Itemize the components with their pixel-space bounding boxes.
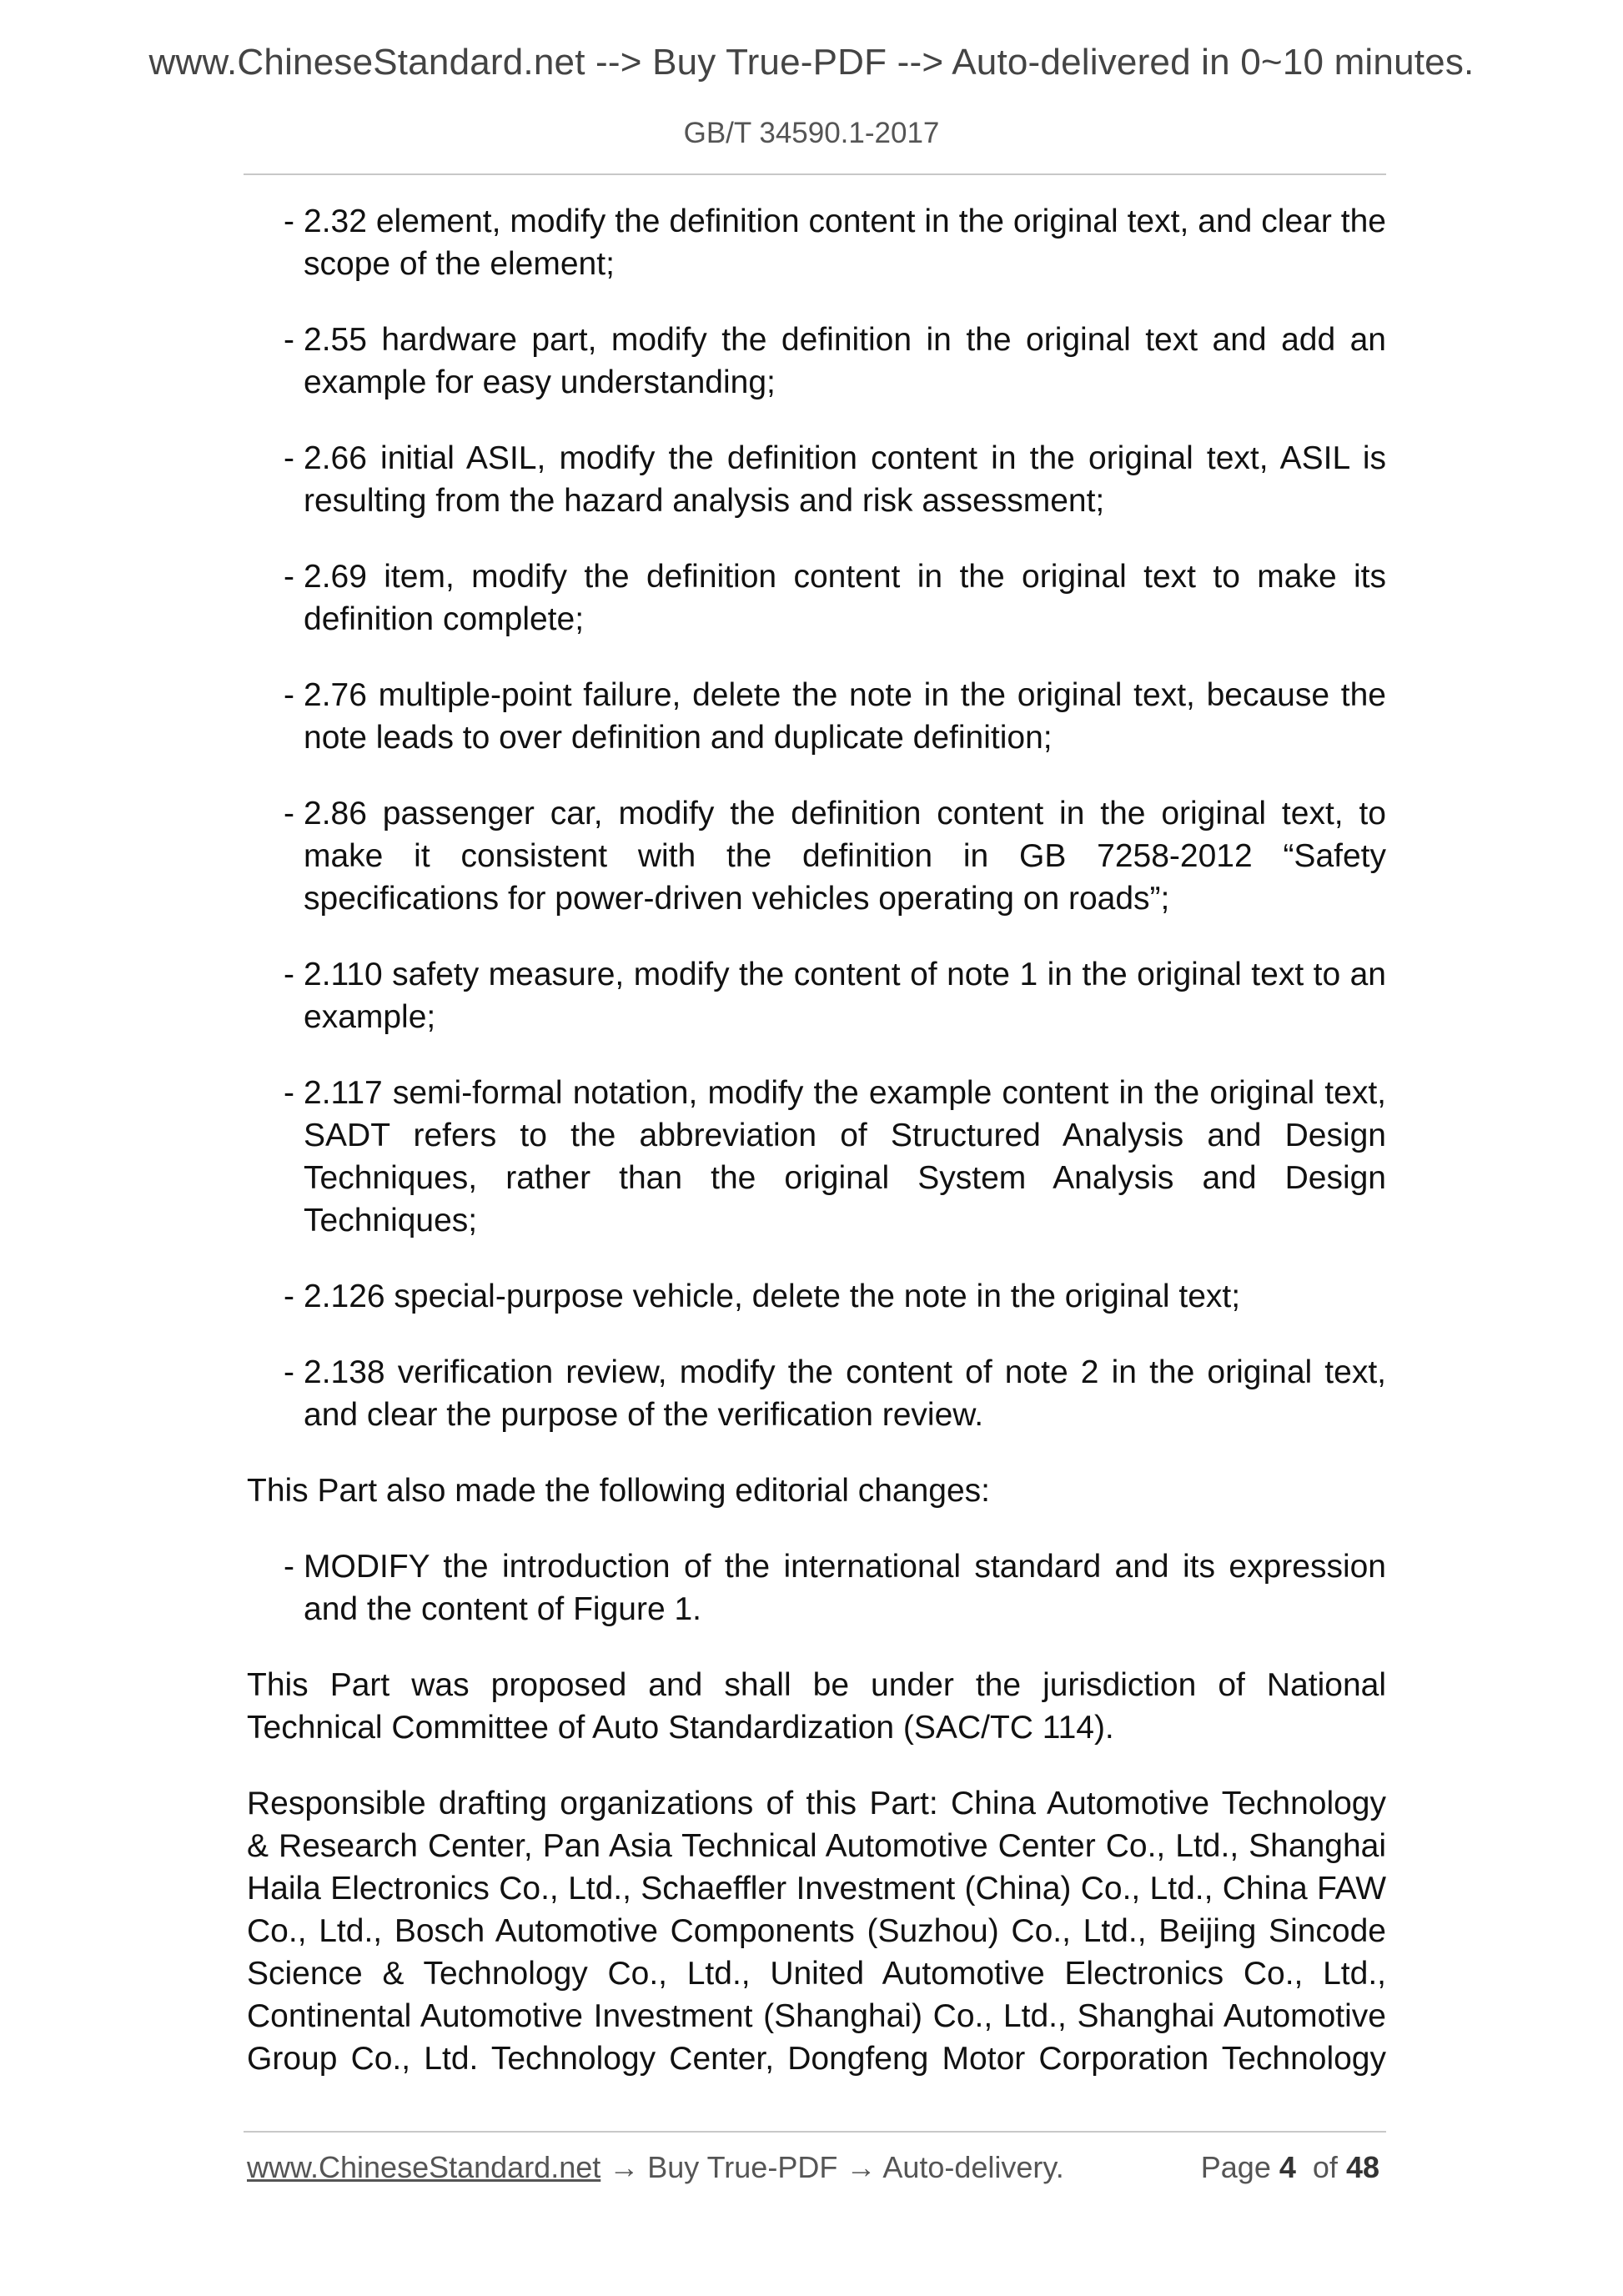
editorial-item (247, 1545, 1386, 1630)
footer-left (247, 2150, 1064, 2185)
change-item-text: 2.126 special-purpose vehicle, delete the note in the original text; (304, 1279, 1241, 1314)
editorial-item-text: MODIFY the introduction of the international standard and its expression and the content of Figure 1. (304, 1549, 1386, 1627)
change-item-text: 2.138 verification review, modify the content of note 2 in the original text, and clear the purpose of the verification review. (304, 1354, 1386, 1433)
change-item (247, 1072, 1386, 1242)
page-current: 4 (1279, 2150, 1296, 2184)
drafting-organizations-paragraph: Responsible drafting organizations of this Part: China Automotive Technology & Research Center, Pan Asia Technical Automotive Center Co., Ltd., Shanghai Haila Electronics Co., Ltd., Schaeffler Investment (China) Co., Ltd., China FAW Co., Ltd., Bosch Automotive Components (Suzhou) Co., Ltd., Beijing Sincode Science & Technology Co., Ltd., United Automotive Electronics Co., Ltd., Continental Automotive Investment (Shanghai) Co., Ltd., Shanghai Automotive Group Co., Ltd. Technology Center, Dongfeng Motor Corporation Technology (247, 1786, 1386, 2077)
change-item (247, 319, 1386, 404)
page-number (1201, 2150, 1379, 2185)
document-body (247, 200, 1386, 2113)
change-list (247, 200, 1386, 1436)
change-item-text: 2.117 semi-formal notation, modify the example content in the original text, SADT refers to the abbreviation of Structured Analysis and Design Techniques, rather than the original System Analysis and Design Techniques; (304, 1075, 1386, 1238)
document-code: GB/T 34590.1-2017 (683, 117, 940, 149)
proposal-paragraph: This Part was proposed and shall be under the jurisdiction of National Technical Committee of Auto Standardization (SAC/TC 114). (247, 1667, 1386, 1746)
change-item-text: 2.66 initial ASIL, modify the definition content in the original text, ASIL is resulting from the hazard analysis and risk assessment; (304, 440, 1386, 519)
dash-marker: - (284, 440, 294, 476)
change-item-text: 2.86 passenger car, modify the definition content in the original text, to make it consistent with the definition in GB 7258-2012 “Safety specifications for power-driven vehicles operating on roads”; (304, 796, 1386, 917)
change-item (247, 792, 1386, 920)
dash-marker: - (284, 322, 294, 358)
dash-marker: - (284, 1354, 294, 1390)
editorial-list (247, 1545, 1386, 1630)
change-item (247, 555, 1386, 641)
footer-site-link[interactable]: www.ChineseStandard.net (247, 2150, 601, 2184)
dash-marker: - (284, 677, 294, 713)
dash-marker: - (284, 559, 294, 595)
dash-marker: - (284, 203, 294, 239)
footer-tagline: → Buy True-PDF → Auto-delivery. (600, 2150, 1064, 2184)
dash-marker: - (284, 796, 294, 831)
change-item-text: 2.55 hardware part, modify the definition in the original text and add an example for easy understanding; (304, 322, 1386, 400)
change-item-text: 2.32 element, modify the definition content in the original text, and clear the scope of the element; (304, 203, 1386, 282)
page-of: of (1312, 2150, 1338, 2184)
change-item-text: 2.76 multiple-point failure, delete the note in the original text, because the note leads to over definition and duplicate definition; (304, 677, 1386, 756)
footer-divider (244, 2131, 1386, 2133)
page-footer (247, 2150, 1379, 2185)
dash-marker: - (284, 1279, 294, 1314)
editorial-intro: This Part also made the following editorial changes: (247, 1473, 990, 1509)
header-divider (244, 173, 1386, 175)
page-label: Page (1200, 2150, 1271, 2184)
change-item (247, 1351, 1386, 1436)
change-item (247, 674, 1386, 759)
dash-marker: - (284, 957, 294, 992)
page-total: 48 (1345, 2150, 1379, 2184)
change-item-text: 2.110 safety measure, modify the content of note 1 in the original text to an example; (304, 957, 1386, 1035)
site-banner: www.ChineseStandard.net --> Buy True-PDF --> Auto-delivered in 0~10 minutes. (148, 42, 1475, 83)
change-item-text: 2.69 item, modify the definition content in the original text to make its definition complete; (304, 559, 1386, 637)
change-item (247, 437, 1386, 522)
change-item (247, 953, 1386, 1038)
dash-marker: - (284, 1549, 294, 1585)
dash-marker: - (284, 1075, 294, 1111)
change-item (247, 200, 1386, 285)
change-item (247, 1275, 1386, 1318)
